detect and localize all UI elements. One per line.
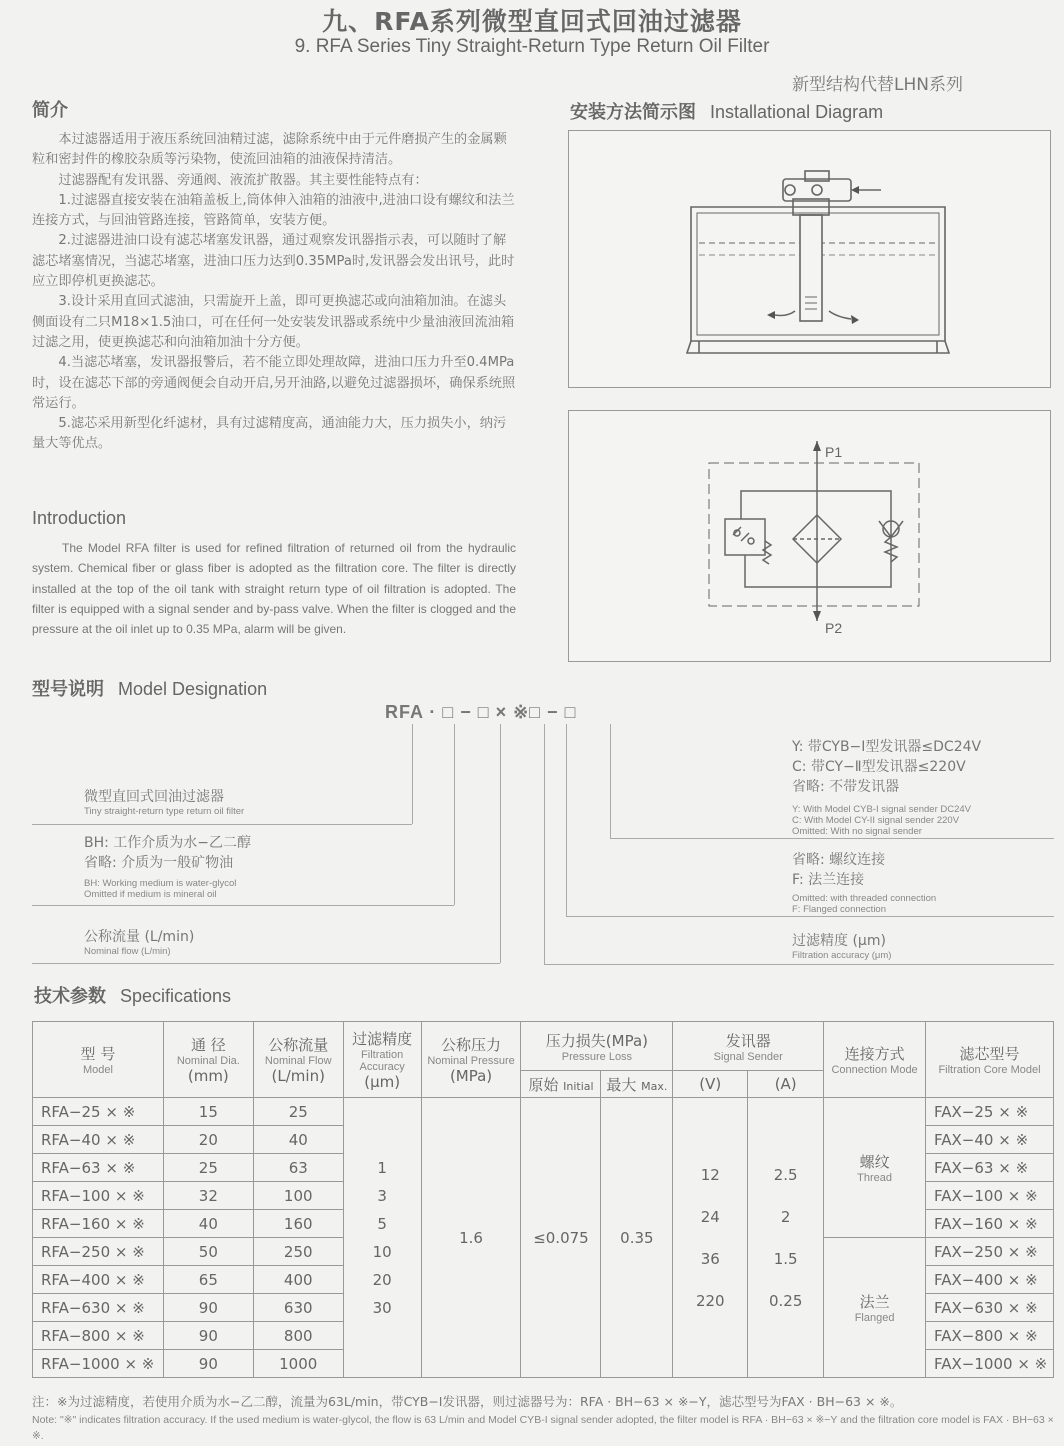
page-title: 九、RFA系列微型直回式回油过滤器 (322, 7, 742, 36)
pressure-cell: 1.6 (421, 1098, 521, 1378)
connection-flange-cell: 法兰 Flanged (824, 1238, 926, 1378)
header-pressure: 公称压力 Nominal Pressure (MPa) (421, 1022, 521, 1098)
installation-diagram (568, 130, 1051, 388)
intro-paragraph: 2.过滤器进油口设有滤芯堵塞发讯器，通过观察发讯器指示表，可以随时了解滤芯堵塞情况，当滤芯堵塞，进油口压力达到0.35MPa时,发讯器会发出讯号，此时应立即停机更换滤芯。 (32, 233, 515, 290)
intro-heading-en: Introduction (32, 508, 127, 528)
table-row: RFA−1000 × ※ 90 1000 FAX−1000 × ※ (33, 1350, 1054, 1378)
sender-a-cell: 2.5 2 1.5 0.25 (748, 1098, 824, 1378)
accuracy-cell: 1 3 5 10 20 30 (343, 1098, 421, 1378)
label-signal-sender: Y: 带CYB−Ⅰ型发讯器≤DC24V C: 带CY−Ⅱ型发讯器≤220V 省略: 不带发讯器 Y: With Model CYB-I signal sender DC24V C: With Model CY-II signal sender 220V Omitted: With no signal sender (792, 739, 982, 837)
intro-paragraph: 5.滤芯采用新型化纤滤材，具有过滤精度高，通油能力大，压力损失小，纳污量大等优点。 (32, 416, 507, 452)
leader-line (32, 824, 412, 825)
intro-heading-cn: 简介 (32, 100, 68, 121)
leader-line (610, 838, 1054, 839)
table-row: RFA−400 × ※ 65 400 FAX−400 × ※ (33, 1266, 1054, 1294)
loss-max-cell: 0.35 (601, 1098, 673, 1378)
intro-paragraph: 1.过滤器直接安装在油箱盖板上,筒体伸入油箱的油液中,进油口设有螺纹和法兰连接方式，与回油管路连接，管路简单，安装方便。 (32, 192, 515, 229)
label-filter-type: 微型直回式回油过滤器 Tiny straight-return type return oil filter (84, 789, 245, 817)
label-connection: 省略: 螺纹连接 F: 法兰连接 Omitted: with threaded connection F: Flanged connection (792, 852, 937, 915)
header-loss-initial: 原始 Initial (521, 1071, 601, 1098)
intro-text-cn (32, 130, 516, 455)
model-code: RFA · □ − □ × ※□ − □ (385, 702, 577, 722)
table-row: RFA−25 × ※ 15 25 1 3 5 10 20 30 1.6 ≤0.075 0.35 12 24 36 220 2.5 2 1.5 0.25 螺纹 Thread FAX−25 × ※ (33, 1098, 1054, 1126)
sender-v-cell: 12 24 36 220 (673, 1098, 748, 1378)
header-flow: 公称流量 Nominal Flow (L/min) (253, 1022, 343, 1098)
leader-line (32, 963, 500, 964)
table-row: RFA−63 × ※ 25 63 FAX−63 × ※ (33, 1154, 1054, 1182)
hydraulic-symbol-diagram (568, 410, 1051, 662)
hydraulic-symbol (569, 411, 1050, 661)
port-label-p2: P2 (825, 620, 843, 636)
page-subtitle: 9. RFA Series Tiny Straight-Return Type Return Oil Filter (294, 36, 770, 57)
note-en: Note: "※" indicates filtration accuracy. If the used medium is water-glycol, the flow is 63 L/min and Model CYB-I signal sender adopted, the filter model is RFA · BH−63 × ※−Y and the filtration core model is FAX · BH−63 × ※. (32, 1414, 1054, 1442)
label-accuracy: 过滤精度 (μm) Filtration accuracy (μm) (792, 933, 892, 961)
table-row: RFA−40 × ※ 20 40 FAX−40 × ※ (33, 1126, 1054, 1154)
intro-text-en: The Model RFA filter is used for refined filtration of returned oil from the hydraulic system. Chemical fiber or glass fiber is adopted as the filtration core. The filter is directly installed at the top of the oil tank with straight return type of oil filtration is adopted. The filter is equipped with a signal sender and by-pass valve. When the filter is clogged and the pressure at the oil inlet up to 0.35 MPa, alarm will be given. (32, 541, 516, 637)
installation-drawing (569, 131, 1050, 387)
intro-paragraph: 4.当滤芯堵塞，发讯器报警后，若不能立即处理故障，进油口压力升至0.4MPa时，设在滤芯下部的旁通阀便会自动开启,另开油路,以避免过滤器损坏，确保系统照常运行。 (32, 355, 516, 411)
spec-table (32, 1021, 1054, 1378)
header-connection: 连接方式 Connection Mode (824, 1022, 926, 1098)
replacement-note: 新型结构代替LHN系列 (792, 75, 963, 95)
leader-line (500, 724, 501, 963)
leader-line (32, 905, 454, 906)
header-sender-v: (V) (673, 1071, 748, 1098)
table-row: RFA−250 × ※ 50 250 法兰 Flanged FAX−250 × ※ (33, 1238, 1054, 1266)
leader-line (610, 724, 611, 838)
header-dia: 通 径 Nominal Dia. (mm) (163, 1022, 253, 1098)
intro-paragraph: 过滤器配有发讯器、旁通阀、液流扩散器。其主要性能特点有： (58, 172, 428, 188)
leader-line (566, 724, 567, 916)
diagram-heading: 安装方法简示图 Installational Diagram (570, 102, 884, 123)
table-row: RFA−630 × ※ 90 630 FAX−630 × ※ (33, 1294, 1054, 1322)
port-label-p1: P1 (825, 444, 843, 460)
loss-initial-cell: ≤0.075 (521, 1098, 601, 1378)
header-signal-sender: 发讯器 Signal Sender (673, 1022, 824, 1071)
header-loss-max: 最大 Max. (601, 1071, 673, 1098)
header-accuracy: 过滤精度 Filtration Accuracy (μm) (343, 1022, 421, 1098)
table-row: RFA−800 × ※ 90 800 FAX−800 × ※ (33, 1322, 1054, 1350)
intro-paragraph: 3.设计采用直回式滤油，只需旋开上盖，即可更换滤芯或向油箱加油。在滤头侧面设有二只M18×1.5油口，可在任何一处安装发讯器或系统中少量油液回流油箱过滤之用，使更换滤芯和向油箱加油十分方便。 (32, 294, 515, 350)
leader-line (544, 964, 1054, 965)
leader-line (566, 916, 1054, 917)
connection-thread-cell: 螺纹 Thread (824, 1098, 926, 1238)
header-core: 滤芯型号 Filtration Core Model (926, 1022, 1054, 1098)
table-row: RFA−100 × ※ 32 100 FAX−100 × ※ (33, 1182, 1054, 1210)
header-pressure-loss: 压力损失(MPa) Pressure Loss (521, 1022, 673, 1071)
leader-line (544, 724, 545, 964)
model-heading: 型号说明 Model Designation (32, 679, 268, 700)
note-cn: 注：※为过滤精度，若使用介质为水−乙二醇，流量为63L/min，带CYB−I发讯器，则过滤器号为：RFA · BH−63 × ※−Y，滤芯型号为FAX · BH−63 × ※。 (32, 1394, 903, 1409)
label-medium: BH: 工作介质为水−乙二醇 省略: 介质为一般矿物油 BH: Working medium is water-glycol Omitted if medium is mineral oil (84, 835, 252, 900)
label-nominal-flow: 公称流量 (L/min) Nominal flow (L/min) (84, 929, 195, 957)
table-row: RFA−160 × ※ 40 160 FAX−160 × ※ (33, 1210, 1054, 1238)
leader-line (454, 724, 455, 905)
header-model: 型 号 Model (33, 1022, 164, 1098)
spec-heading: 技术参数 Specifications (34, 986, 232, 1007)
intro-paragraph: 本过滤器适用于液压系统回油精过滤，滤除系统中由于元件磨损产生的金属颗粒和密封件的橡胶杂质等污染物，使流回油箱的油液保持清洁。 (32, 132, 507, 168)
header-sender-a: (A) (748, 1071, 824, 1098)
leader-line (412, 724, 413, 824)
